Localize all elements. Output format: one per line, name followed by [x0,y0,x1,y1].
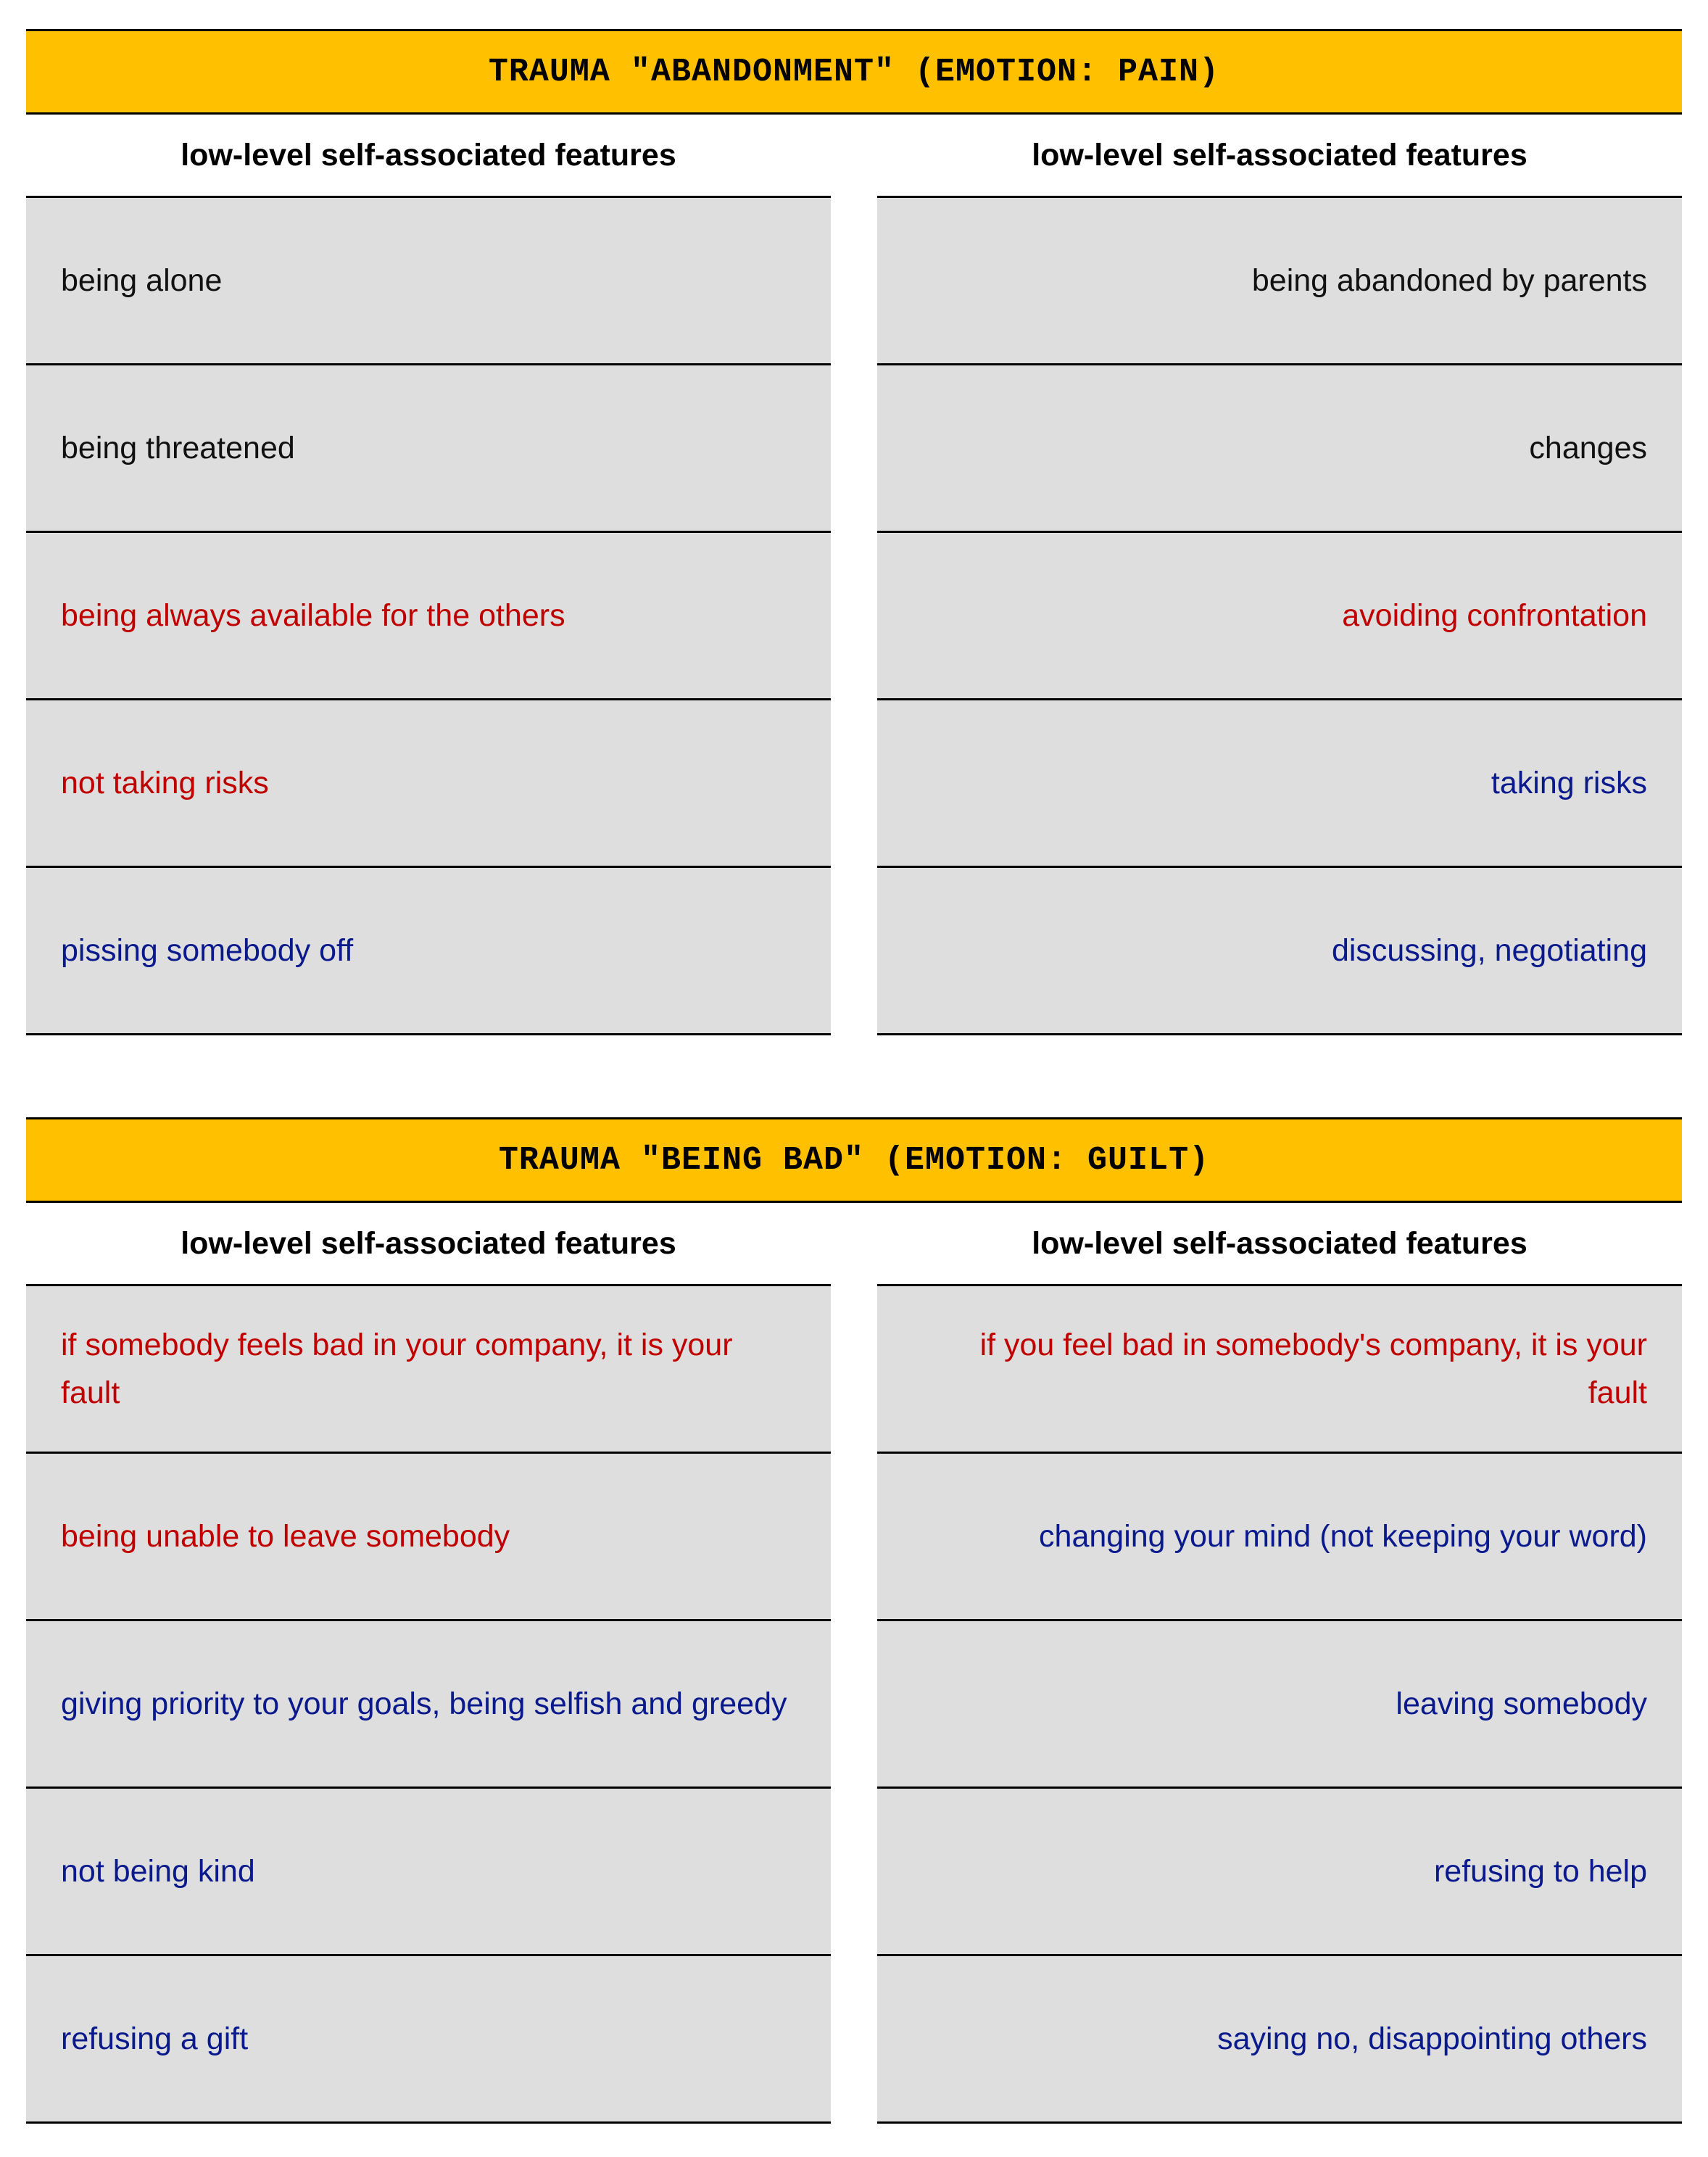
feature-text: refusing a gift [61,2021,249,2056]
left-feature-column [26,115,831,1035]
section-title-banner: TRAUMA "ABANDONMENT" (EMOTION: PAIN) [26,29,1682,115]
feature-text: not taking risks [61,766,269,800]
feature-cell [877,868,1682,1035]
feature-columns [26,115,1682,1031]
feature-text: changing your mind (not keeping your word) [1039,1519,1647,1554]
feature-text: avoiding confrontation [1342,598,1647,633]
trauma-section-abandonment [26,29,1682,1031]
feature-text: being always available for the others [61,598,565,633]
feature-text: discussing, negotiating [1331,933,1647,968]
feature-text: being threatened [61,431,295,465]
left-feature-column [26,1203,831,2124]
section-title-banner: TRAUMA "BEING BAD" (EMOTION: GUILT) [26,1117,1682,1203]
feature-cell [877,1956,1682,2124]
feature-cell [26,1286,831,1454]
feature-text: being abandoned by parents [1251,263,1647,298]
feature-cell [26,868,831,1035]
feature-cell [26,198,831,365]
column-header: low-level self-associated features [877,115,1682,198]
feature-cell [877,198,1682,365]
feature-cell [877,700,1682,868]
column-header: low-level self-associated features [26,1203,831,1286]
feature-text: changes [1529,431,1647,465]
feature-text: pissing somebody off [61,933,354,968]
feature-cell [877,1789,1682,1956]
feature-cell [26,1621,831,1789]
feature-cell [877,365,1682,533]
feature-text: refusing to help [1433,1854,1647,1889]
right-feature-column [877,1203,1682,2124]
feature-text: taking risks [1491,766,1647,800]
trauma-section-being-bad [26,1117,1682,2119]
right-feature-column [877,115,1682,1035]
feature-cell [877,1286,1682,1454]
feature-cell [877,1621,1682,1789]
feature-cell [26,1789,831,1956]
feature-columns [26,1203,1682,2119]
feature-cell [26,365,831,533]
feature-text: not being kind [61,1854,255,1889]
feature-text: giving priority to your goals, being selfish and greedy [61,1686,787,1721]
feature-text: being unable to leave somebody [61,1519,510,1554]
feature-cell [26,1956,831,2124]
column-header: low-level self-associated features [26,115,831,198]
column-header: low-level self-associated features [877,1203,1682,1286]
feature-cell [26,1454,831,1621]
feature-text: if you feel bad in somebody's company, it is your fault [979,1328,1647,1410]
feature-text: being alone [61,263,223,298]
feature-cell [877,1454,1682,1621]
feature-cell [26,533,831,700]
feature-cell [877,533,1682,700]
feature-text: if somebody feels bad in your company, it is your fault [61,1328,733,1410]
feature-cell [26,700,831,868]
feature-text: leaving somebody [1396,1686,1647,1721]
feature-text: saying no, disappointing others [1217,2021,1647,2056]
